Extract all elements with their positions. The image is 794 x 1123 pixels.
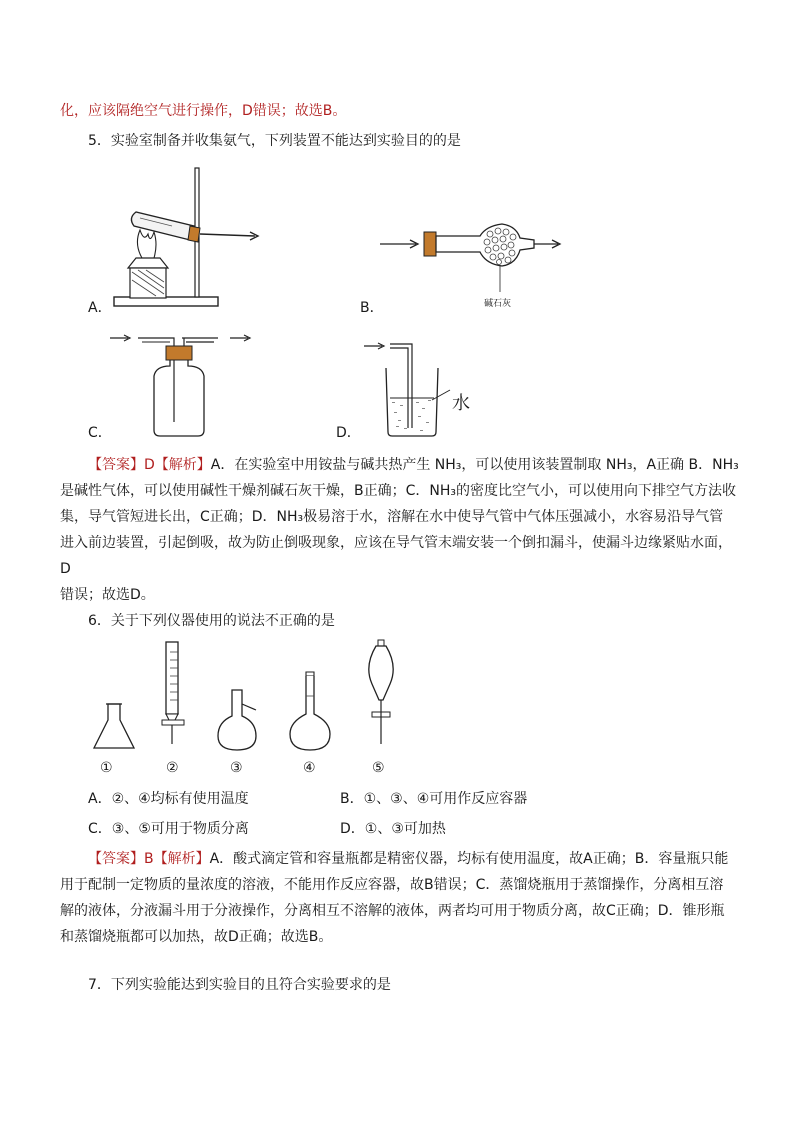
- answer-5-tag: 【答案】D【解析】: [88, 457, 211, 473]
- q6-option-a: A．②、④均标有使用温度: [88, 791, 249, 807]
- answer-6-line-3: 解的液体，分液漏斗用于分液操作，分离相互不溶解的液体，两者均可用于物质分离，故C正确；D．锥形瓶: [60, 903, 725, 919]
- answer-5-line-4: 进入前边装置，引起倒吸，故为防止倒吸现象，应该在导气管末端安装一个倒扣漏斗，使漏斗边缘紧贴水面，D: [60, 535, 732, 577]
- instrument-row: [80, 638, 410, 758]
- instrument-label-1: ①: [100, 760, 113, 776]
- question-6-stem: 6．关于下列仪器使用的说法不正确的是: [88, 613, 335, 629]
- instrument-label-5: ⑤: [372, 760, 385, 776]
- q6-option-b: B．①、③、④可用作反应容器: [340, 791, 528, 807]
- answer-5-line-3: 集，导气管短进长出，C正确；D．NH₃极易溶于水，溶解在水中使导气管中气体压强减小，水容易沿导气管: [60, 509, 724, 525]
- apparatus-a-heating-test-tube: [110, 160, 280, 310]
- separatory-funnel-icon: [369, 640, 393, 744]
- distillation-flask-icon: [218, 690, 256, 750]
- answer-6-line-4: 和蒸馏烧瓶都可以加热，故D正确；故选B。: [60, 929, 333, 945]
- q5-label-d: D．: [336, 425, 361, 441]
- q5-label-b: B．: [360, 300, 384, 316]
- instrument-label-3: ③: [230, 760, 243, 776]
- apparatus-c-gas-bottle: [108, 330, 258, 442]
- burette-icon: [162, 642, 184, 744]
- question-7-stem: 7．下列实验能达到实验目的且符合实验要求的是: [88, 977, 391, 993]
- q6-option-d: D．①、③可加热: [340, 821, 446, 837]
- q5-label-a: A．: [88, 300, 112, 316]
- answer-5-line-5: 错误；故选D。: [60, 587, 155, 603]
- apparatus-b-drying-tube: [380, 218, 570, 308]
- apparatus-d-water-beaker: [360, 338, 490, 442]
- q6-option-c: C．③、⑤可用于物质分离: [88, 821, 249, 837]
- intro-line: 化，应该隔绝空气进行操作，D错误；故选B。: [60, 103, 347, 119]
- answer-5-line-2: 是碱性气体，可以使用碱性干燥剂碱石灰干燥，B正确；C．NH₃的密度比空气小，可以使用向下排空气方法收: [60, 483, 736, 499]
- instrument-label-4: ④: [303, 760, 316, 776]
- volumetric-flask-icon: [290, 672, 330, 750]
- water-caption: 水: [452, 393, 470, 414]
- answer-6: [60, 846, 740, 950]
- instrument-label-2: ②: [166, 760, 179, 776]
- answer-6-tag: 【答案】B【解析】: [88, 851, 210, 867]
- answer-6-line-2: 用于配制一定物质的量浓度的溶液，不能用作反应容器，故B错误；C．蒸馏烧瓶用于蒸馏操作，分离相互溶: [60, 877, 724, 893]
- question-5-stem: 5．实验室制备并收集氨气，下列装置不能达到实验目的的是: [88, 133, 461, 149]
- erlenmeyer-flask-icon: [94, 704, 134, 748]
- answer-5: [60, 452, 740, 608]
- q5-label-c: C．: [88, 425, 112, 441]
- answer-6-line-1: A．酸式滴定管和容量瓶都是精密仪器，均标有使用温度，故A正确；B．容量瓶只能: [209, 851, 729, 867]
- answer-5-line-1: A．在实验室中用铵盐与碱共热产生 NH₃，可以使用该装置制取 NH₃，A正确 B．NH₃: [210, 457, 739, 473]
- soda-lime-caption: 碱石灰: [484, 299, 512, 309]
